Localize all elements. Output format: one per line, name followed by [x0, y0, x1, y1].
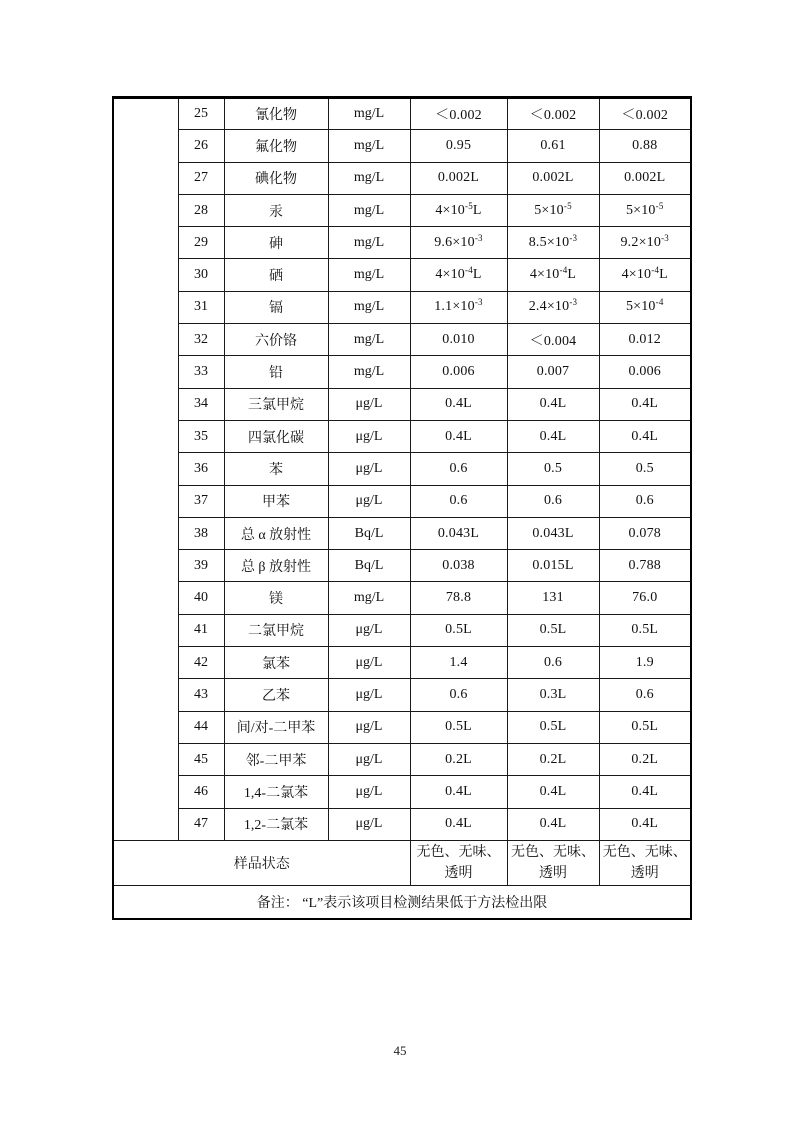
value-cell: ＜0.004: [507, 324, 599, 356]
table-row: [113, 98, 691, 130]
value-cell: 0.4L: [599, 420, 691, 452]
parameter-name-cell: 苯: [224, 453, 328, 485]
table-row: [113, 356, 691, 388]
parameter-name-cell: 1,4-二氯苯: [224, 776, 328, 808]
sample-status-value: 无色、无味、透明: [410, 840, 507, 885]
table-row: [113, 776, 691, 808]
value-cell: 0.5L: [410, 711, 507, 743]
row-number-cell: 46: [178, 776, 224, 808]
unit-cell: mg/L: [328, 259, 410, 291]
value-cell: 0.6: [599, 679, 691, 711]
value-cell: 0.002L: [507, 162, 599, 194]
sample-status-value: 无色、无味、透明: [507, 840, 599, 885]
unit-cell: μg/L: [328, 808, 410, 840]
value-cell: $9.6\times 10^{-3}$: [410, 227, 507, 259]
value-cell: 0.6: [410, 679, 507, 711]
value-cell: $5\times 10^{-5}$: [599, 194, 691, 226]
table-row: [113, 291, 691, 323]
value-cell: 0.788: [599, 550, 691, 582]
value-cell: 0.6: [507, 485, 599, 517]
parameter-name-cell: 氟化物: [224, 130, 328, 162]
parameter-rows: [113, 98, 691, 841]
unit-cell: μg/L: [328, 743, 410, 775]
value-cell: ＜0.002: [410, 98, 507, 130]
value-cell: $8.5\times 10^{-3}$: [507, 227, 599, 259]
table-row: [113, 388, 691, 420]
value-cell: 78.8: [410, 582, 507, 614]
row-number-cell: 33: [178, 356, 224, 388]
sample-status-label: 样品状态: [113, 840, 410, 885]
value-cell: 0.4L: [507, 776, 599, 808]
unit-cell: mg/L: [328, 194, 410, 226]
sample-status-row: [113, 840, 691, 885]
value-cell: ＜0.002: [599, 98, 691, 130]
unit-cell: mg/L: [328, 227, 410, 259]
value-cell: $5\times 10^{-4}$: [599, 291, 691, 323]
unit-cell: Bq/L: [328, 517, 410, 549]
value-cell: 0.4L: [410, 776, 507, 808]
value-cell: 0.5L: [599, 614, 691, 646]
value-cell: 0.5L: [507, 614, 599, 646]
row-number-cell: 31: [178, 291, 224, 323]
unit-cell: μg/L: [328, 711, 410, 743]
value-cell: 0.6: [410, 485, 507, 517]
value-cell: $9.2\times 10^{-3}$: [599, 227, 691, 259]
sample-status-value: 无色、无味、透明: [599, 840, 691, 885]
parameter-name-cell: 氰化物: [224, 98, 328, 130]
value-cell: 0.5L: [599, 711, 691, 743]
value-cell: 0.4L: [507, 808, 599, 840]
value-cell: 0.61: [507, 130, 599, 162]
unit-cell: mg/L: [328, 162, 410, 194]
row-number-cell: 35: [178, 420, 224, 452]
parameter-name-cell: 氯苯: [224, 647, 328, 679]
parameter-name-cell: 总 β 放射性: [224, 550, 328, 582]
unit-cell: mg/L: [328, 582, 410, 614]
row-number-cell: 47: [178, 808, 224, 840]
value-cell: 0.4L: [410, 420, 507, 452]
table-row: [113, 647, 691, 679]
table-row: [113, 550, 691, 582]
value-cell: 0.4L: [410, 808, 507, 840]
row-number-cell: 25: [178, 98, 224, 130]
parameter-name-cell: 四氯化碳: [224, 420, 328, 452]
value-cell: $1.1\times 10^{-3}$: [410, 291, 507, 323]
table-row: [113, 743, 691, 775]
value-cell: $2.4\times 10^{-3}$: [507, 291, 599, 323]
unit-cell: mg/L: [328, 98, 410, 130]
value-cell: 0.2L: [599, 743, 691, 775]
table-row: [113, 517, 691, 549]
value-cell: 0.2L: [410, 743, 507, 775]
value-cell: 0.4L: [507, 388, 599, 420]
unit-cell: Bq/L: [328, 550, 410, 582]
table-row: [113, 194, 691, 226]
value-cell: $4\times 10^{-4}L$: [507, 259, 599, 291]
row-number-cell: 34: [178, 388, 224, 420]
value-cell: 0.006: [410, 356, 507, 388]
table-row: [113, 162, 691, 194]
value-cell: 0.002L: [599, 162, 691, 194]
value-cell: 76.0: [599, 582, 691, 614]
parameter-name-cell: 砷: [224, 227, 328, 259]
unit-cell: μg/L: [328, 614, 410, 646]
row-number-cell: 45: [178, 743, 224, 775]
value-cell: 0.038: [410, 550, 507, 582]
value-cell: 131: [507, 582, 599, 614]
value-cell: 0.4L: [410, 388, 507, 420]
unit-cell: μg/L: [328, 485, 410, 517]
parameter-name-cell: 汞: [224, 194, 328, 226]
empty-margin-cell: [113, 98, 178, 841]
unit-cell: mg/L: [328, 130, 410, 162]
row-number-cell: 29: [178, 227, 224, 259]
parameter-name-cell: 镉: [224, 291, 328, 323]
value-cell: 0.010: [410, 324, 507, 356]
page-number: 45: [393, 1043, 407, 1058]
value-cell: 0.043L: [410, 517, 507, 549]
value-cell: 0.4L: [599, 808, 691, 840]
value-cell: 0.012: [599, 324, 691, 356]
parameter-name-cell: 二氯甲烷: [224, 614, 328, 646]
unit-cell: mg/L: [328, 356, 410, 388]
table-row: [113, 420, 691, 452]
value-cell: $4\times 10^{-4}L$: [599, 259, 691, 291]
row-number-cell: 38: [178, 517, 224, 549]
value-cell: 0.043L: [507, 517, 599, 549]
value-cell: 0.88: [599, 130, 691, 162]
value-cell: 0.6: [599, 485, 691, 517]
table-row: [113, 582, 691, 614]
value-cell: 0.4L: [599, 776, 691, 808]
row-number-cell: 37: [178, 485, 224, 517]
table-row: [113, 711, 691, 743]
value-cell: ＜0.002: [507, 98, 599, 130]
value-cell: 0.015L: [507, 550, 599, 582]
row-number-cell: 39: [178, 550, 224, 582]
value-cell: 0.4L: [599, 388, 691, 420]
table-row: [113, 679, 691, 711]
parameter-name-cell: 邻-二甲苯: [224, 743, 328, 775]
parameter-name-cell: 硒: [224, 259, 328, 291]
value-cell: 0.5L: [410, 614, 507, 646]
table-row: [113, 259, 691, 291]
row-number-cell: 36: [178, 453, 224, 485]
value-cell: 1.9: [599, 647, 691, 679]
value-cell: $5\times 10^{-5}$: [507, 194, 599, 226]
table-row: [113, 130, 691, 162]
unit-cell: mg/L: [328, 324, 410, 356]
table-row: [113, 227, 691, 259]
parameter-name-cell: 六价铬: [224, 324, 328, 356]
unit-cell: μg/L: [328, 453, 410, 485]
value-cell: 0.5: [507, 453, 599, 485]
table-row: [113, 808, 691, 840]
table-footer-rows: [113, 840, 691, 919]
row-number-cell: 41: [178, 614, 224, 646]
parameter-name-cell: 乙苯: [224, 679, 328, 711]
value-cell: 0.007: [507, 356, 599, 388]
parameter-name-cell: 铅: [224, 356, 328, 388]
table-row: [113, 614, 691, 646]
row-number-cell: 44: [178, 711, 224, 743]
row-number-cell: 28: [178, 194, 224, 226]
unit-cell: μg/L: [328, 388, 410, 420]
value-cell: 0.4L: [507, 420, 599, 452]
value-cell: 0.2L: [507, 743, 599, 775]
parameter-name-cell: 1,2-二氯苯: [224, 808, 328, 840]
value-cell: 0.078: [599, 517, 691, 549]
remark-cell: 备注： “L”表示该项目检测结果低于方法检出限: [113, 885, 691, 919]
row-number-cell: 26: [178, 130, 224, 162]
parameter-name-cell: 镁: [224, 582, 328, 614]
parameter-name-cell: 碘化物: [224, 162, 328, 194]
value-cell: 1.4: [410, 647, 507, 679]
value-cell: 0.3L: [507, 679, 599, 711]
remark-row: [113, 885, 691, 919]
unit-cell: μg/L: [328, 420, 410, 452]
parameter-name-cell: 三氯甲烷: [224, 388, 328, 420]
table-row: [113, 453, 691, 485]
results-table: [112, 96, 692, 920]
value-cell: 0.6: [507, 647, 599, 679]
unit-cell: mg/L: [328, 291, 410, 323]
value-cell: 0.95: [410, 130, 507, 162]
value-cell: $4\times 10^{-4}L$: [410, 259, 507, 291]
row-number-cell: 42: [178, 647, 224, 679]
value-cell: 0.6: [410, 453, 507, 485]
parameter-name-cell: 总 α 放射性: [224, 517, 328, 549]
parameter-name-cell: 间/对-二甲苯: [224, 711, 328, 743]
value-cell: 0.002L: [410, 162, 507, 194]
unit-cell: μg/L: [328, 679, 410, 711]
row-number-cell: 32: [178, 324, 224, 356]
value-cell: $4\times 10^{-5}L$: [410, 194, 507, 226]
row-number-cell: 40: [178, 582, 224, 614]
table-row: [113, 485, 691, 517]
parameter-name-cell: 甲苯: [224, 485, 328, 517]
row-number-cell: 30: [178, 259, 224, 291]
row-number-cell: 27: [178, 162, 224, 194]
value-cell: 0.006: [599, 356, 691, 388]
table-row: [113, 324, 691, 356]
unit-cell: μg/L: [328, 776, 410, 808]
unit-cell: μg/L: [328, 647, 410, 679]
value-cell: 0.5: [599, 453, 691, 485]
value-cell: 0.5L: [507, 711, 599, 743]
row-number-cell: 43: [178, 679, 224, 711]
